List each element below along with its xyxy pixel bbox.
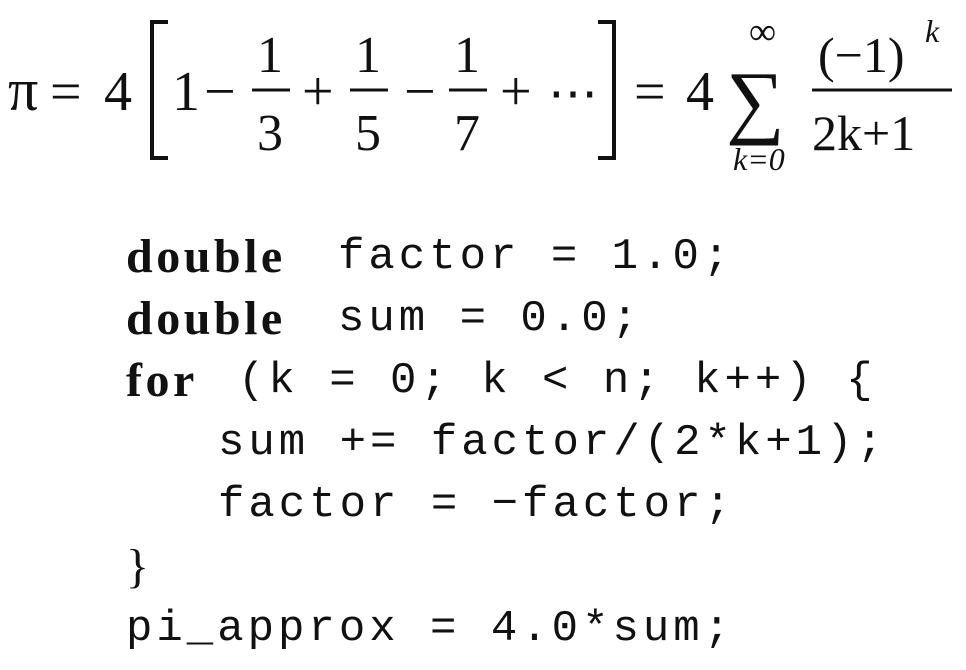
equals-sign: =: [50, 61, 82, 123]
plus-sign: +: [302, 61, 334, 123]
minus-sign: −: [404, 61, 436, 123]
code-text: sum = 0.0;: [338, 294, 643, 344]
keyword-for: for: [126, 354, 198, 407]
coefficient-four: 4: [686, 61, 714, 123]
code-line-close-brace: [126, 536, 150, 598]
fraction-denominator: 5: [355, 105, 381, 162]
minus-sign: −: [204, 61, 236, 123]
left-bracket: [152, 22, 168, 158]
summation-sign: ∑: [726, 55, 785, 146]
keyword-double: double: [126, 230, 286, 283]
ellipsis: ⋯: [548, 65, 598, 121]
code-block: [126, 226, 887, 660]
code-text: pi_approx = 4.0*sum;: [126, 604, 735, 654]
summation-upper-limit: ∞: [749, 11, 777, 53]
code-line-pi-approx: [126, 598, 735, 660]
term-denominator: 2k+1: [812, 105, 916, 161]
right-bracket: [598, 22, 614, 158]
term-numerator: (−1): [818, 27, 905, 83]
keyword-double: double: [126, 292, 286, 345]
fraction-denominator: 7: [454, 105, 480, 162]
fraction-numerator: 1: [454, 27, 480, 84]
code-text: }: [126, 540, 150, 593]
code-text: sum += factor/(2*k+1);: [218, 418, 887, 468]
fraction-numerator: 1: [355, 27, 381, 84]
pi-series-formula: [0, 0, 966, 210]
code-text: (k = 0; k < n; k++) {: [238, 356, 877, 406]
equals-sign: =: [634, 61, 666, 123]
summation-lower-limit: k=0: [733, 141, 785, 177]
code-text: factor = −factor;: [218, 480, 735, 530]
plus-sign: +: [500, 61, 532, 123]
code-line-sum-update: [126, 412, 887, 474]
fraction-denominator: 3: [257, 105, 283, 162]
term-exponent: k: [925, 13, 940, 49]
pi-symbol: π: [8, 57, 39, 123]
coefficient-four: 4: [104, 61, 132, 123]
code-line-factor-decl: [126, 226, 734, 288]
series-one: 1: [172, 61, 200, 123]
fraction-numerator: 1: [257, 27, 283, 84]
code-line-for-loop: [126, 350, 877, 412]
code-text: factor = 1.0;: [338, 232, 734, 282]
code-line-sum-decl: [126, 288, 643, 350]
code-line-factor-flip: [126, 474, 735, 536]
